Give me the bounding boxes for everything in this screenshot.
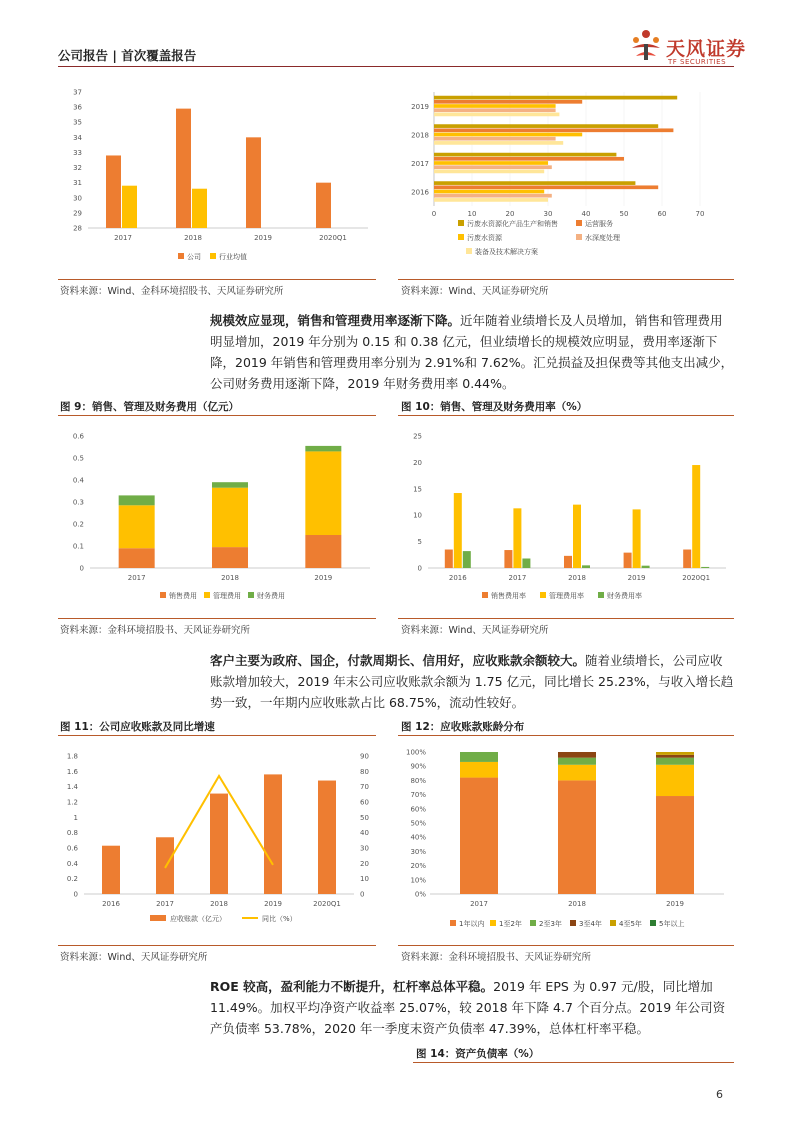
source-note: 资料来源：Wind、金科环境招股书、天风证券研究所 [60,286,284,297]
y-tick-label: 0.2 [72,520,84,529]
bar-company [106,155,121,228]
y2-tick-label: 50 [360,813,369,822]
bar-segment [434,194,552,198]
bar-segment [434,157,624,161]
bar-segment [305,535,341,568]
y-tick-label: 1.6 [66,767,78,776]
legend-label: 装备及技术解决方案 [475,248,538,256]
bar [445,550,453,568]
x-tick-label: 2016 [102,900,120,908]
x-tick-label: 2019 [666,900,684,908]
x-tick-label: 20 [505,210,515,218]
x-tick-label: 2017 [114,234,132,242]
figure-rule [398,735,734,736]
x-tick-label: 2019 [264,900,282,908]
y-tick-label: 0% [414,890,426,899]
paragraph-body: 近年随着业绩增长及人员增加，销售和管理费用明显增加，2019 年分别为 0.15 和 0.38 亿元，但业绩增长的规模效应明显，费用率逐渐下降，2019 年销售和管理费用率分别为 2.91%和 7.62%。汇兑损益及担保费等其他支出减少，公司财务费用逐渐下降，2019 年财务费用率 0.44%。 [210,313,734,391]
y-tick-label: 2017 [411,159,429,168]
bar [564,556,572,568]
legend-label: 销售费用 [169,592,197,600]
bar-segment [558,758,596,765]
x-tick-label: 40 [581,210,591,218]
paragraph-lead: 客户主要为政府、国企，付款周期长、信用好，应收账款余额较大。 [210,653,586,668]
paragraph-lead: 规模效应显现，销售和管理费用率逐渐下降。 [210,313,461,328]
y-tick-label: 0.5 [72,454,84,463]
bar-segment [656,765,694,796]
bar-industry [192,189,207,228]
bar-segment [460,752,498,762]
y-tick-label: 20% [410,862,426,871]
bar-segment [434,133,582,137]
y-tick-label: 50% [410,819,426,828]
report-header-title: 公司报告 | 首次覆盖报告 [58,48,197,63]
legend-label: 2至3年 [539,920,562,928]
bar [582,565,590,568]
bar-segment [558,752,596,758]
legend-label: 管理费用率 [549,592,584,600]
bar-company [246,137,261,228]
chart-receivables [58,740,376,935]
bar-receivables [156,837,174,894]
bar [513,508,521,568]
bar-segment [558,765,596,781]
x-tick-label: 2017 [127,574,146,582]
legend-swatch [458,234,464,240]
chart-business-segments [398,84,734,276]
y-tick-label: 2018 [411,131,429,140]
legend-swatch [650,920,656,926]
y-tick-label: 5 [417,538,422,547]
y2-tick-label: 70 [360,783,369,792]
legend-swatch [482,592,488,598]
x-tick-label: 2018 [568,574,586,582]
y-tick-label: 40% [410,833,426,842]
bar-segment [434,198,548,202]
bar [522,558,530,568]
legend-swatch [490,920,496,926]
figure-rule [398,415,734,416]
legend-label: 污废水资源 [467,234,502,242]
legend-label: 财务费用 [257,592,285,600]
y-tick-label: 10 [413,511,422,520]
legend-swatch [248,592,254,598]
x-tick-label: 2018 [568,900,586,908]
bar-segment [656,758,694,765]
figure-rule [413,1062,734,1063]
x-tick-label: 70 [695,210,705,218]
bar-industry [122,186,137,228]
y2-tick-label: 90 [360,752,369,761]
header-divider [58,66,734,67]
source-note: 资料来源：金科环境招股书、天风证券研究所 [60,625,251,636]
bar-company [176,109,191,228]
legend-swatch [570,920,576,926]
bar [692,465,700,568]
paragraph-roe [210,976,735,1039]
legend-swatch [530,920,536,926]
y-tick-label: 0.2 [66,875,78,884]
y-tick-label: 33 [73,148,82,157]
bar-segment [434,153,616,157]
bar-segment [656,752,694,755]
legend-label: 1年以内 [459,920,485,928]
tf-logo-icon [626,26,666,66]
y-tick-label: 70% [410,791,426,800]
y2-tick-label: 80 [360,767,369,776]
y-tick-label: 0.4 [72,476,84,485]
y-tick-label: 2019 [411,102,429,111]
bar-segment [434,108,556,112]
y-tick-label: 34 [73,133,82,142]
y2-tick-label: 10 [360,875,369,884]
bar-receivables [318,781,336,894]
bar-segment [212,547,248,568]
bar-segment [434,181,635,185]
y-tick-label: 30% [410,847,426,856]
page-number: 6 [716,1088,723,1101]
source-note: 资料来源：Wind、天风证券研究所 [401,625,549,636]
figure-rule [58,735,376,736]
legend-label: 水深度处理 [585,234,620,242]
bar-segment [460,778,498,894]
bar [683,550,691,568]
legend-label: 同比（%） [262,915,297,923]
chart-expense-ratios [398,420,734,615]
paragraph-body: 随着业绩增长，公司应收账款增加较大，2019 年末公司应收账款余额为 1.75 亿元，同比增长 25.23%，与收入增长趋势一致，一年期内应收账款占比 68.75%，流动性较好。 [210,653,734,710]
y2-tick-label: 40 [360,829,369,838]
y-tick-label: 20 [413,458,422,467]
bar-segment [212,488,248,547]
x-tick-label: 2019 [254,234,272,242]
figure-rule [398,945,734,946]
x-tick-label: 2017 [156,900,174,908]
legend-label: 财务费用率 [607,592,642,600]
x-tick-label: 30 [543,210,553,218]
y-tick-label: 0.3 [72,498,84,507]
bar-segment [305,446,341,452]
y-tick-label: 15 [413,485,422,494]
logo-subtext: TF SECURITIES [668,58,727,66]
figure-title: 图 14：资产负债率（%） [416,1048,540,1060]
y-tick-label: 28 [73,224,82,233]
y2-tick-label: 60 [360,798,369,807]
legend-label: 销售费用率 [491,592,526,600]
bar-segment [434,137,556,141]
figure-rule [58,618,376,619]
y-tick-label: 80% [410,776,426,785]
figure-rule [398,279,734,280]
legend-swatch [178,253,184,259]
figure-title: 图 12：应收账款账龄分布 [401,721,525,733]
y-tick-label: 0.8 [66,829,78,838]
legend-swatch [204,592,210,598]
figure-title: 图 10：销售、管理及财务费用率（%） [401,401,588,413]
x-tick-label: 2020Q1 [313,900,341,908]
bar [463,551,471,568]
paragraph-receivables [210,650,735,713]
bar [701,567,709,568]
figure-rule [398,618,734,619]
source-note: 资料来源：Wind、天风证券研究所 [401,286,549,297]
bar-receivables [102,846,120,894]
bar-segment [434,185,658,189]
figure-rule [58,415,376,416]
y-tick-label: 1.4 [66,783,78,792]
x-tick-label: 2020Q1 [319,234,347,242]
legend-swatch [598,592,604,598]
legend-swatch [450,920,456,926]
legend-label: 运营服务 [585,220,613,228]
legend-swatch [150,915,166,921]
bar-segment [434,113,559,117]
bar-segment [434,104,556,108]
y-tick-label: 0.6 [66,844,78,853]
x-tick-label: 2018 [221,574,239,582]
figure-title: 图 9：销售、管理及财务费用（亿元） [60,401,239,413]
chart-receivables-aging [398,740,734,935]
paragraph-expenses [210,310,735,394]
bar-segment [434,128,673,132]
bar-receivables [264,774,282,894]
bar-segment [434,170,544,174]
legend-label: 公司 [187,253,201,261]
bar-company [316,183,331,228]
legend-label: 4至5年 [619,920,642,928]
figure-rule [58,945,376,946]
x-tick-label: 2018 [210,900,228,908]
x-tick-label: 2018 [184,234,202,242]
figure-rule [58,279,376,280]
legend-swatch [458,220,464,226]
bar-segment [558,780,596,894]
bar-segment [434,100,582,104]
bar [624,553,632,568]
bar-segment [434,190,544,194]
bar-segment [656,755,694,758]
source-note: 资料来源：金科环境招股书、天风证券研究所 [401,952,592,963]
bar-segment [119,505,155,548]
paragraph-lead: ROE 较高，盈利能力不断提升，杠杆率总体平稳。 [210,979,494,994]
y-tick-label: 29 [73,209,82,218]
y-tick-label: 30 [73,194,82,203]
x-tick-label: 0 [431,210,437,218]
legend-swatch [210,253,216,259]
legend-swatch [160,592,166,598]
bar [642,566,650,568]
y-tick-label: 32 [73,164,82,173]
x-tick-label: 10 [467,210,477,218]
chart-company-vs-industry [58,84,376,276]
x-tick-label: 2017 [470,900,488,908]
y-tick-label: 2016 [411,188,429,197]
y-tick-label: 0 [73,890,78,899]
legend-swatch [466,248,472,254]
bar-segment [119,495,155,505]
x-tick-label: 2016 [448,574,467,582]
legend-label: 污废水资源化产品生产和销售 [467,220,558,228]
chart-expenses [58,420,376,615]
paragraph-body: 2019 年 EPS 为 0.97 元/股，同比增加 11.49%。加权平均净资产收益率 25.07%，较 2018 年下降 4.7 个百分点。2019 年公司资产负债率 53.78%，2020 年一季度末资产负债率 47.39%，总体杠杆率平稳。 [210,979,726,1036]
y-tick-label: 31 [73,179,82,188]
legend-label: 管理费用 [213,592,241,600]
x-tick-label: 60 [657,210,667,218]
y-tick-label: 0 [417,564,422,573]
legend-swatch [576,220,582,226]
legend-swatch [576,234,582,240]
y-tick-label: 1.8 [66,752,78,761]
bar-segment [305,451,341,535]
figure-title: 图 11：公司应收账款及同比增速 [60,721,215,733]
y-tick-label: 37 [73,88,82,97]
bar-segment [119,548,155,568]
bar [504,550,512,568]
legend-label: 5年以上 [659,920,685,928]
bar-segment [434,165,552,169]
x-tick-label: 2019 [627,574,646,582]
y2-tick-label: 0 [360,890,365,899]
y-tick-label: 90% [410,762,426,771]
bar-segment [656,796,694,894]
y2-tick-label: 30 [360,844,369,853]
bar-segment [434,141,563,145]
legend-swatch [610,920,616,926]
y-tick-label: 25 [413,432,422,441]
x-tick-label: 50 [619,210,629,218]
y-tick-label: 100% [405,748,426,757]
x-tick-label: 2019 [314,574,333,582]
source-note: 资料来源：Wind、天风证券研究所 [60,952,208,963]
legend-label: 1至2年 [499,920,522,928]
y2-tick-label: 20 [360,859,369,868]
bar [454,493,462,568]
y-tick-label: 35 [73,118,82,127]
y-tick-label: 10% [410,876,426,885]
y-tick-label: 1.2 [66,798,78,807]
bar-segment [434,96,677,100]
logo-text: 天风证券 [666,38,747,60]
y-tick-label: 0.1 [72,542,84,551]
bar [633,509,641,568]
bar-segment [434,161,548,165]
x-tick-label: 2017 [508,574,527,582]
legend-label: 行业均值 [219,253,247,261]
legend-label: 3至4年 [579,920,602,928]
x-tick-label: 2020Q1 [682,574,711,582]
bar-segment [460,762,498,778]
legend-swatch [540,592,546,598]
y-tick-label: 36 [73,103,82,112]
bar-segment [212,482,248,488]
y-tick-label: 0.4 [66,859,78,868]
bar [573,505,581,568]
legend-label: 应收账款（亿元） [170,915,226,923]
y-tick-label: 1 [73,813,78,822]
bar-receivables [210,794,228,894]
bar-segment [434,124,658,128]
y-tick-label: 60% [410,805,426,814]
y-tick-label: 0 [79,564,84,573]
y-tick-label: 0.6 [72,432,84,441]
